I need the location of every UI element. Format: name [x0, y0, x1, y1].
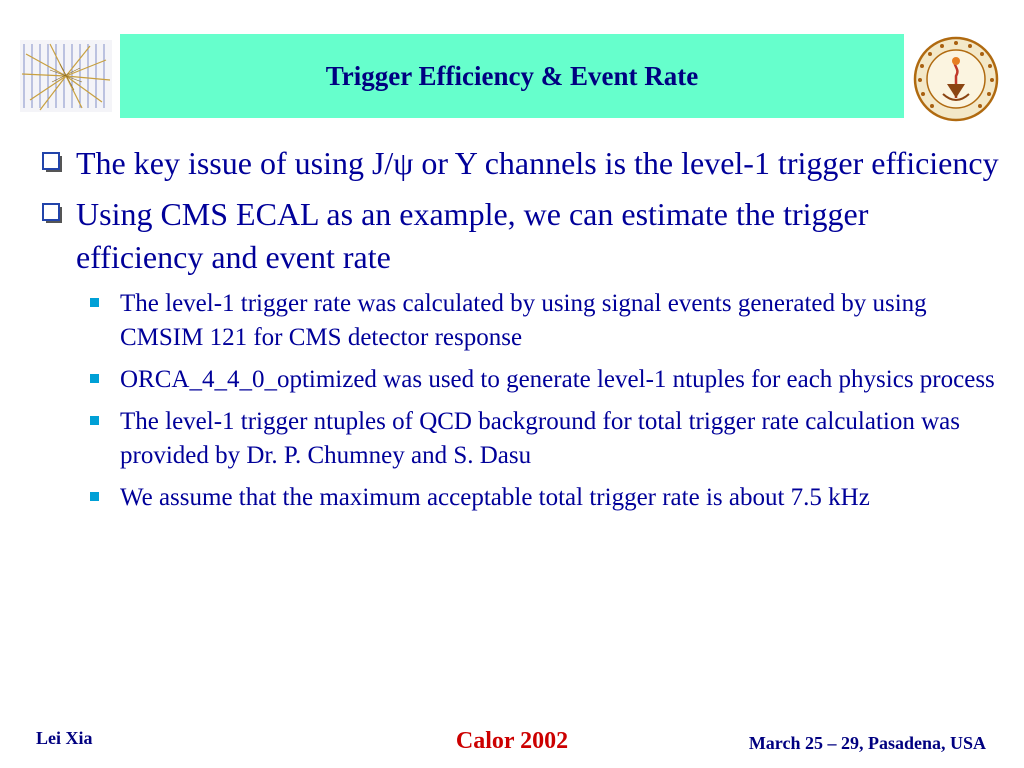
sub-bullet-item [120, 287, 1000, 355]
footer-author: Lei Xia [36, 728, 93, 748]
footer-conference: Calor 2002 [455, 728, 569, 754]
bullet-item [40, 193, 1000, 279]
square-bullet-icon [90, 416, 99, 425]
square-bullet-icon [90, 374, 99, 383]
sub-bullet-text: The level-1 trigger rate was calculated by using signal events generated by using CMSIM 121 for CMS detector response [120, 290, 927, 351]
footer-date-location: March 25 – 29, Pasadena, USA [748, 733, 986, 753]
sub-bullet-text: We assume that the maximum acceptable total trigger rate is about 7.5 kHz [120, 484, 870, 511]
sub-bullet-text: ORCA_4_4_0_optimized was used to generate level-1 ntuples for each physics process [120, 366, 995, 393]
slide-content [40, 142, 1000, 523]
sub-bullet-item [120, 481, 1000, 515]
sub-bullet-text: The level-1 trigger ntuples of QCD background for total trigger rate calculation was provided by Dr. P. Chumney and S. Dasu [120, 408, 960, 469]
title-banner [120, 34, 904, 118]
square-bullet-icon [90, 298, 99, 307]
caltech-seal-icon [913, 36, 999, 122]
bullet-text: The key issue of using J/ψ or Y channels is the level-1 trigger efficiency [76, 145, 999, 181]
hollow-square-bullet-icon [42, 152, 64, 174]
hollow-square-bullet-icon [42, 203, 64, 225]
sub-bullet-item [120, 405, 1000, 473]
slide-title: Trigger Efficiency & Event Rate [325, 60, 699, 91]
bullet-item [40, 142, 1000, 185]
sub-bullet-item [120, 363, 1000, 397]
bullet-text: Using CMS ECAL as an example, we can estimate the trigger efficiency and event rate [76, 196, 869, 275]
square-bullet-icon [90, 492, 99, 501]
detector-event-display-icon [20, 40, 112, 112]
